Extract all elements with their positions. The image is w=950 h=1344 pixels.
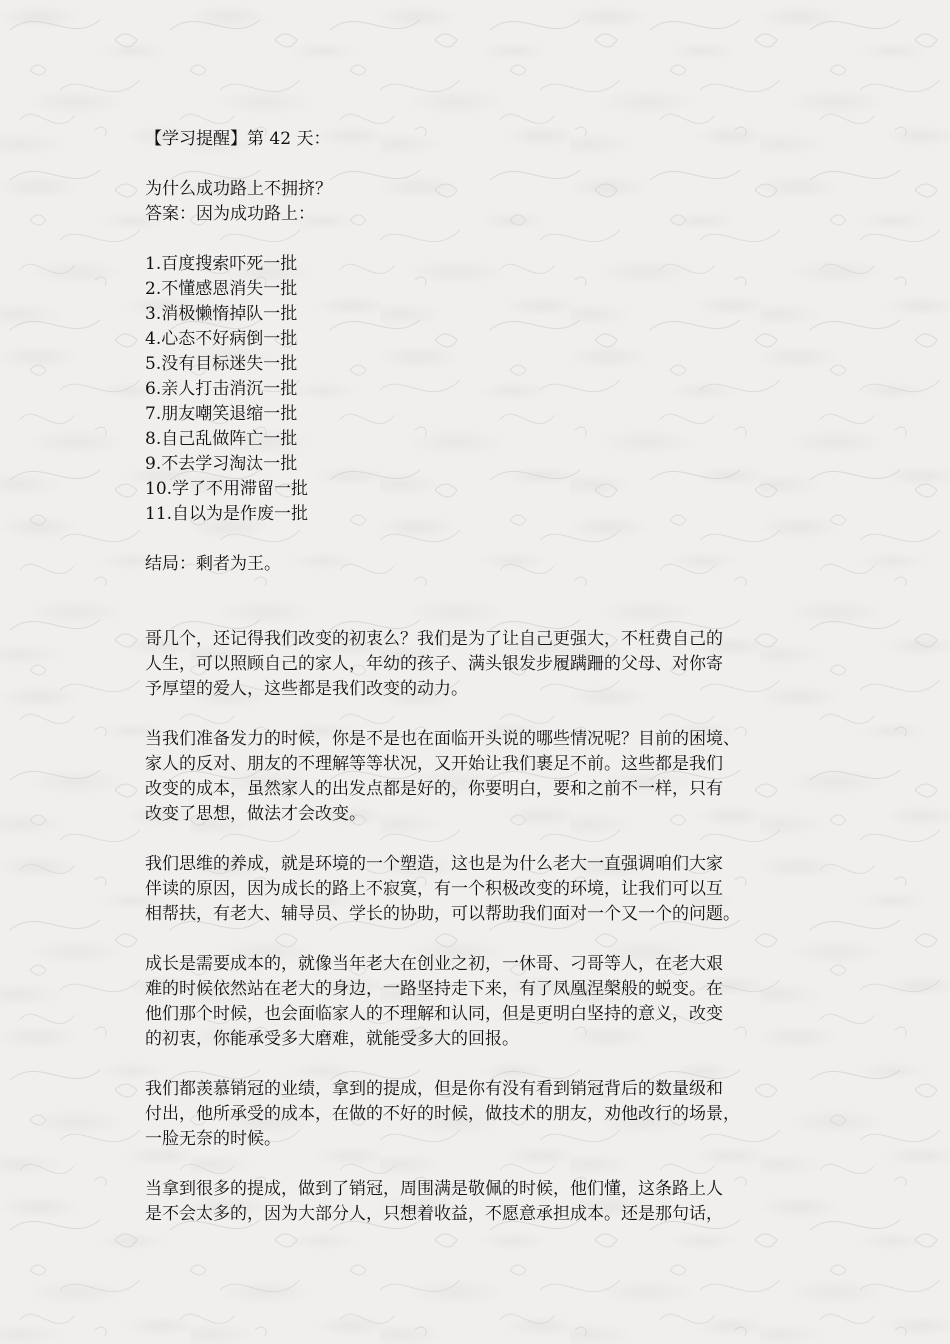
list-item: 10.学了不用滞留一批 — [145, 479, 309, 499]
paragraph-line: 改变了思想，做法才会改变。 — [145, 804, 366, 824]
paragraph-line: 予厚望的爱人，这些都是我们改变的动力。 — [145, 679, 468, 699]
paragraph-line: 当我们准备发力的时候，你是不是也在面临开头说的哪些情况呢？目前的困境、 — [145, 729, 740, 749]
paragraph — [145, 1177, 810, 1227]
paragraph — [145, 1077, 810, 1152]
paragraph-line: 我们都羡慕销冠的业绩，拿到的提成，但是你有没有看到销冠背后的数量级和 — [145, 1079, 723, 1099]
paragraph-line: 当拿到很多的提成，做到了销冠，周围满是敬佩的时候，他们懂，这条路上人 — [145, 1179, 723, 1199]
paragraph-line: 他们那个时候，也会面临家人的不理解和认同，但是更明白坚持的意义，改变 — [145, 1004, 723, 1024]
paragraph-line: 难的时候依然站在老大的身边，一路坚持走下来，有了凤凰涅槃般的蜕变。在 — [145, 979, 723, 999]
answer-intro: 答案：因为成功路上： — [145, 204, 315, 224]
paragraph-line: 相帮扶，有老大、辅导员、学长的协助，可以帮助我们面对一个又一个的问题。 — [145, 904, 740, 924]
list-item: 8.自己乱做阵亡一批 — [145, 429, 298, 449]
paragraph-line: 伴读的原因，因为成长的路上不寂寞，有一个积极改变的环境，让我们可以互 — [145, 879, 723, 899]
paragraph-line: 哥几个，还记得我们改变的初衷么？我们是为了让自己更强大，不枉费自己的 — [145, 629, 723, 649]
paragraph-line: 人生，可以照顾自己的家人，年幼的孩子、满头银发步履蹒跚的父母、对你寄 — [145, 654, 723, 674]
paragraph-line: 的初衷，你能承受多大磨难，就能受多大的回报。 — [145, 1029, 519, 1049]
reason-list — [145, 252, 810, 527]
question-text: 为什么成功路上不拥挤？ — [145, 179, 332, 199]
list-item: 4.心态不好病倒一批 — [145, 329, 298, 349]
list-item: 3.消极懒惰掉队一批 — [145, 304, 298, 324]
list-item: 7.朋友嘲笑退缩一批 — [145, 404, 298, 424]
document-body — [145, 127, 810, 1252]
list-item: 9.不去学习淘汰一批 — [145, 454, 298, 474]
paragraph-line: 我们思维的养成，就是环境的一个塑造，这也是为什么老大一直强调咱们大家 — [145, 854, 723, 874]
list-item: 11.自以为是作废一批 — [145, 504, 309, 524]
paragraph — [145, 627, 810, 702]
paragraph-line: 成长是需要成本的，就像当年老大在创业之初，一休哥、刁哥等人，在老大艰 — [145, 954, 723, 974]
list-item: 1.百度搜索吓死一批 — [145, 254, 298, 274]
list-item: 5.没有目标迷失一批 — [145, 354, 298, 374]
question-answer — [145, 177, 810, 227]
paragraph-line: 一脸无奈的时候。 — [145, 1129, 281, 1149]
paragraph-line: 是不会太多的，因为大部分人，只想着收益，不愿意承担成本。还是那句话， — [145, 1204, 723, 1224]
ending-text: 结局：剩者为王。 — [145, 554, 281, 574]
paragraph — [145, 952, 810, 1052]
paragraph — [145, 852, 810, 927]
list-item: 6.亲人打击消沉一批 — [145, 379, 298, 399]
paragraph-line: 改变的成本，虽然家人的出发点都是好的，你要明白，要和之前不一样，只有 — [145, 779, 723, 799]
paragraph-line: 家人的反对、朋友的不理解等等状况，又开始让我们裹足不前。这些都是我们 — [145, 754, 723, 774]
list-item: 2.不懂感恩消失一批 — [145, 279, 298, 299]
paragraph-line: 付出，他所承受的成本，在做的不好的时候，做技术的朋友，劝他改行的场景， — [145, 1104, 740, 1124]
doc-title: 【学习提醒】第 42 天： — [145, 129, 331, 149]
paragraph — [145, 727, 810, 827]
